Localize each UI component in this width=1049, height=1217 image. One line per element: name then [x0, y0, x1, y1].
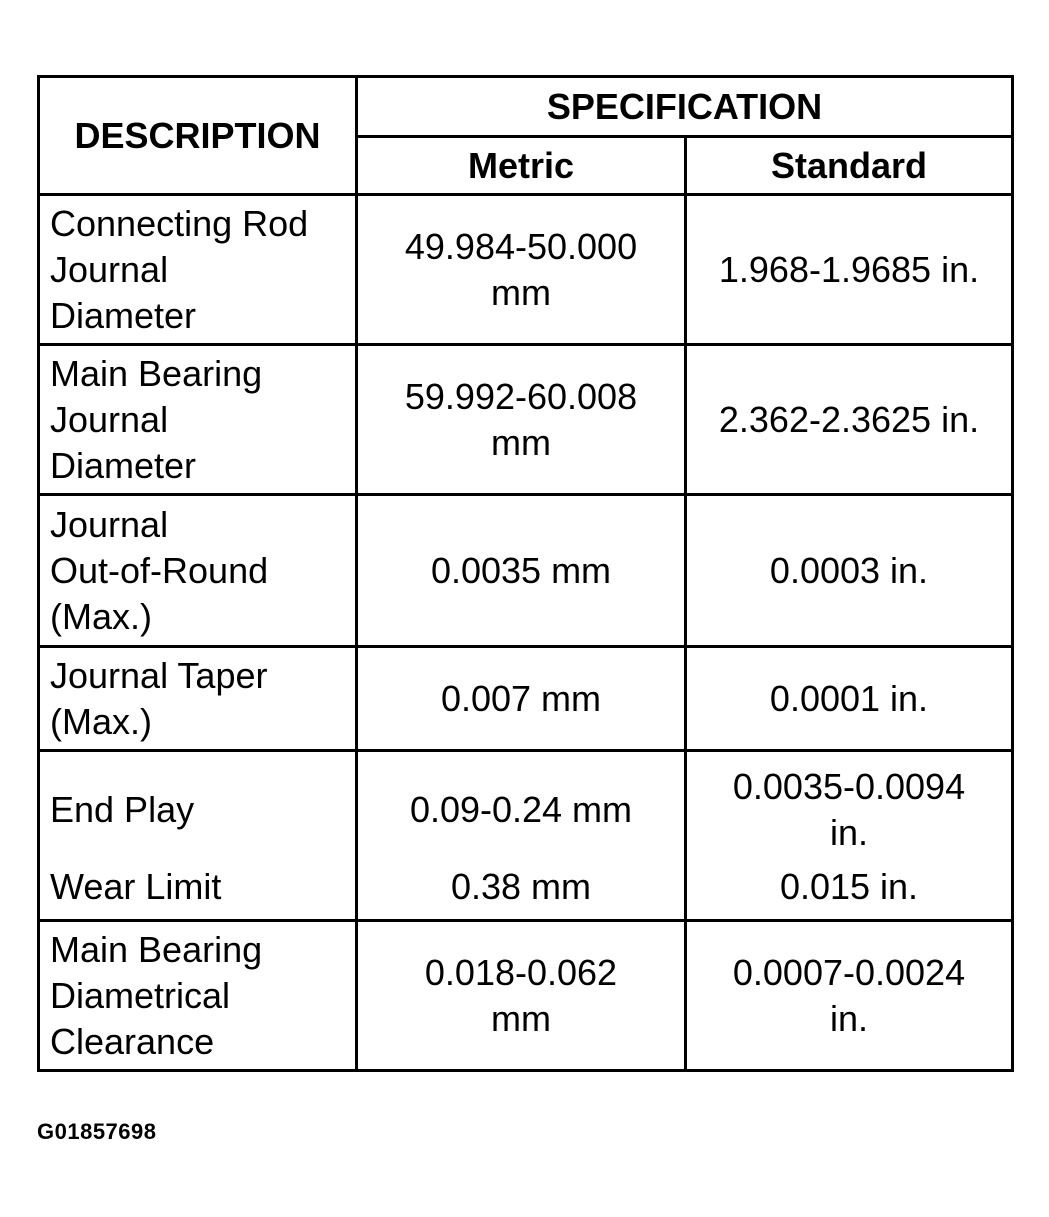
metric-header: Metric [357, 137, 686, 195]
table-row [39, 647, 1013, 751]
metric-cell: 0.0035 mm [357, 495, 686, 647]
specification-header: SPECIFICATION [357, 77, 1013, 137]
metric-cell: 0.018-0.062 mm [357, 921, 686, 1071]
standard-cell: 0.0003 in. [686, 495, 1013, 647]
standard-cell: 0.0035-0.0094 in. 0.015 in. [686, 751, 1013, 921]
description-cell: Journal Out-of-Round (Max.) [39, 495, 357, 647]
description-cell: Main Bearing Diametrical Clearance [39, 921, 357, 1071]
metric-cell: 59.992-60.008 mm [357, 345, 686, 495]
specification-table [37, 75, 1014, 1072]
metric-cell: 0.09-0.24 mm 0.38 mm [357, 751, 686, 921]
standard-cell: 2.362-2.3625 in. [686, 345, 1013, 495]
table-row [39, 495, 1013, 647]
metric-cell: 0.007 mm [357, 647, 686, 751]
standard-cell: 0.0001 in. [686, 647, 1013, 751]
table-row [39, 751, 1013, 921]
description-cell: Journal Taper (Max.) [39, 647, 357, 751]
table-row [39, 345, 1013, 495]
figure-id: G01857698 [37, 1119, 157, 1144]
standard-header: Standard [686, 137, 1013, 195]
description-cell: Main Bearing Journal Diameter [39, 345, 357, 495]
standard-cell: 1.968-1.9685 in. [686, 195, 1013, 345]
description-cell: End Play Wear Limit [39, 751, 357, 921]
description-cell: Connecting Rod Journal Diameter [39, 195, 357, 345]
metric-cell: 49.984-50.000 mm [357, 195, 686, 345]
description-header: DESCRIPTION [39, 77, 357, 195]
table-row [39, 921, 1013, 1071]
table-row [39, 195, 1013, 345]
standard-cell: 0.0007-0.0024 in. [686, 921, 1013, 1071]
